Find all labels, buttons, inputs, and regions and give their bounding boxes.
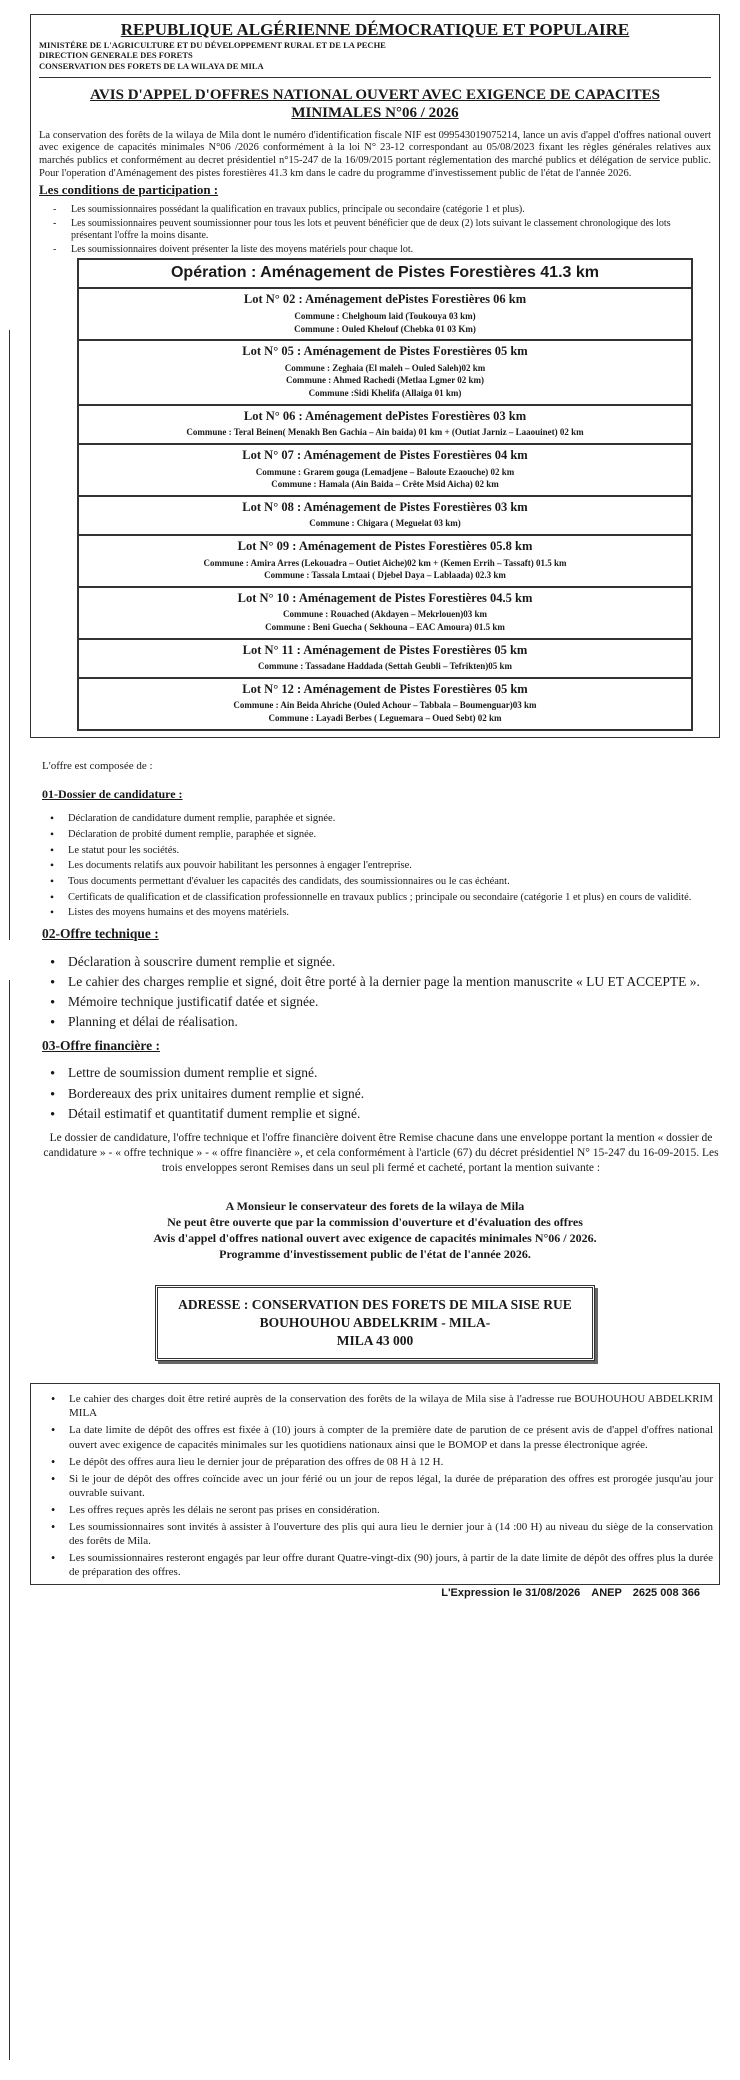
lot-row xyxy=(77,679,693,731)
final-conditions-list xyxy=(51,1392,713,1579)
list-item: • Lettre de soumission dument remplie et signé. xyxy=(50,1064,720,1082)
mention-line: Ne peut être ouverte que par la commission d'ouverture et d'évaluation des offres xyxy=(167,1215,583,1230)
publication-footer xyxy=(30,1587,720,1601)
envelope-mention xyxy=(30,1198,720,1263)
reference-number: 2625 008 366 xyxy=(632,1587,700,1600)
lot-title: Lot N° 05 : Aménagement de Pistes Forestières 05 km xyxy=(242,344,528,359)
lot-title: Lot N° 11 : Aménagement de Pistes Forestières 05 km xyxy=(242,642,528,657)
mention-line: A Monsieur le conservateur des forets de la wilaya de Mila xyxy=(225,1198,525,1213)
republic-title: REPUBLIQUE ALGÉRIENNE DÉMOCRATIQUE ET POPULAIRE xyxy=(120,20,630,39)
offer-intro: L'offre est composée de : xyxy=(42,759,153,772)
list-item: • Mémoire technique justificatif datée et signée. xyxy=(50,993,720,1011)
direction-line: DIRECTION GENERALE DES FORETS xyxy=(39,50,193,61)
lot-row xyxy=(77,406,693,445)
commune-line: Commune : Ouled Khelouf (Chebka 01 03 Km) xyxy=(294,323,476,334)
commune-line: Commune : Tassadane Haddada (Settah Geubli – Tefrikten)05 km xyxy=(257,661,513,672)
commune-line: Commune : Amira Arres (Lekouadra – Outiet Aiche)02 km + (Kemen Errih – Tassaft) 01.5 km xyxy=(203,557,567,568)
list-item: • Bordereaux des prix unitaires dument remplie et signé. xyxy=(50,1085,720,1103)
address-line: BOUHOUHOU ABDELKRIM - MILA- xyxy=(259,1314,491,1330)
list-item: • Certificats de qualification et de classification professionnelle en travaux publics ; principale ou secondaire (catégorie 1 et plus) en cours de validité. xyxy=(50,891,720,905)
technique-title: 02-Offre technique : xyxy=(42,925,159,941)
list-item: • Tous documents permettant d'évaluer les capacités des candidats, des soumissionnaires ou le cas échéant. xyxy=(50,875,720,889)
lot-row xyxy=(77,289,693,341)
operation-title: Opération : Aménagement de Pistes Forestières 41.3 km xyxy=(77,258,693,289)
divider xyxy=(39,77,711,78)
commune-line: Commune : Layadi Berbes ( Leguemara – Oued Sebt) 02 km xyxy=(268,712,502,723)
envelope-paragraph: Le dossier de candidature, l'offre technique et l'offre financière doivent être Remise chacune dans une enveloppe portant la mention « dossier de candidature » - « offre technique » - « offre financière », et cela conformément à l'article (67) du décret présidentiel N° 15-247 du 16-09-2015. Les trois enveloppes seront Remises dans un seul pli fermé et cacheté, portant la mention suivante : xyxy=(43,1132,719,1174)
list-item: - Les soumissionnaires peuvent soumissionner pour tous les lots et peuvent bénéficier que de deux (2) lots suivant le classement chronologique des lots présentant l'offre la moins disante. xyxy=(53,218,711,243)
list-item: • Le statut pour les sociétés. xyxy=(50,844,720,858)
list-item: • Planning et délai de réalisation. xyxy=(50,1013,720,1031)
publication-date: L'Expression le 31/08/2026 xyxy=(441,1587,581,1600)
lot-title: Lot N° 09 : Aménagement de Pistes Forestières 05.8 km xyxy=(237,538,533,553)
commune-line: Commune : Ain Beida Ahriche (Ouled Achour – Tabbala – Boumenguar)03 km xyxy=(233,700,537,711)
list-item: • La date limite de dépôt des offres est fixée à (10) jours à compter de la première date de parution de ce présent avis de d'appel d'offres national ouvert avec exigence de capacités minimales sur les quotidiens nationaux ainsi que le BOMOP et dans la presse électronique agrée. xyxy=(51,1423,713,1451)
list-item: • Les soumissionnaires sont invités à assister à l'ouverture des plis qui aura lieu le dernier jour à (14 :00 H) au niveau du siège de la conservation des forêts de Mila. xyxy=(51,1520,713,1548)
conditions-frame xyxy=(30,1383,720,1585)
commune-line: Commune : Zeghaia (El maleh – Ouled Saleh)02 km xyxy=(284,362,486,373)
conservation-line: CONSERVATION DES FORETS DE LA WILAYA DE MILA xyxy=(39,60,264,71)
lot-title: Lot N° 06 : Aménagement dePistes Forestières 03 km xyxy=(243,408,527,423)
lot-row xyxy=(77,445,693,497)
announcement-page xyxy=(30,14,720,1601)
ministry-block xyxy=(39,40,711,71)
lot-row xyxy=(77,497,693,536)
conditions-list xyxy=(53,204,711,256)
list-item: • Le cahier des charges remplie et signé, doit être porté à la dernier page la mention manuscrite « LU ET ACCEPTE ». xyxy=(50,973,720,991)
page-edge-mark xyxy=(0,980,10,2060)
announcement-frame xyxy=(30,14,720,738)
offer-composition xyxy=(42,760,720,1176)
commune-line: Commune : Grarem gouga (Lemadjene – Baloute Ezaouche) 02 km xyxy=(255,466,515,477)
intro-paragraph: La conservation des forêts de la wilaya de Mila dont le numéro d'identification fiscale NIF est 099543019075214, lance un avis d'appel d'offres national ouvert avec exigence de capacités minimales N°06 /2026 conformément à la loi N° 23-12 correspondant au 05/08/2023 fixant les règles générales relatives aux marchés publics et conformément au decret présidentiel n°15-247 de la 16/09/2015 portant réglementation des marché publics et délégation de service public. Pour l'operation d'Aménagement des pistes forestières 41.3 km dans le cadre du programme d'investissement public de l'état de l'année 2026. xyxy=(39,129,711,179)
address-box xyxy=(155,1285,595,1362)
lot-title: Lot N° 07 : Aménagement de Pistes Forestières 04 km xyxy=(242,447,528,462)
lot-title: Lot N° 02 : Aménagement dePistes Forestières 06 km xyxy=(243,292,527,307)
list-item: • Le dépôt des offres aura lieu le dernier jour de préparation des offres de 08 H à 12 H. xyxy=(51,1455,713,1469)
lot-title: Lot N° 10 : Aménagement de Pistes Forestières 04.5 km xyxy=(237,590,533,605)
address-line: ADRESSE : CONSERVATION DES FORETS DE MILA SISE RUE xyxy=(178,1296,572,1312)
list-item: • Déclaration de probité dument remplie, paraphée et signée. xyxy=(50,828,720,842)
commune-line: Commune : Chigara ( Meguelat 03 km) xyxy=(309,518,461,529)
commune-line: Commune : Tassala Lmtaai ( Djebel Daya – Lablaada) 02.3 km xyxy=(264,570,506,581)
mention-line: Avis d'appel d'offres national ouvert avec exigence de capacités minimales N°06 / 2026. xyxy=(153,1231,597,1246)
list-item: - Les soumissionnaires possédant la qualification en travaux publics, principale ou secondaire (catégorie 1 et plus). xyxy=(53,204,711,217)
lot-row xyxy=(77,588,693,640)
list-item: • Si le jour de dépôt des offres coïncide avec un jour férié ou un jour de repos légal, la durée de préparation des offres est prorogée jusqu'au jour ouvrable suivant. xyxy=(51,1472,713,1500)
dossier-list xyxy=(50,812,720,919)
commune-line: Commune : Rouached (Akdayen – Mekrlouen)03 km xyxy=(282,609,487,620)
list-item: • Déclaration de candidature dument remplie, paraphée et signée. xyxy=(50,812,720,826)
conditions-title: Les conditions de participation : xyxy=(39,182,219,198)
list-item: • Les offres reçues après les délais ne seront pas prises en considération. xyxy=(51,1503,713,1517)
commune-line: Commune : Ahmed Rachedi (Metlaa Lgmer 02 km) xyxy=(285,375,485,386)
lot-row xyxy=(77,640,693,679)
commune-line: Commune : Teral Beinen( Menakh Ben Gachia – Ain baida) 01 km + (Outiat Jarniz – Laaouinet) 02 km xyxy=(186,427,584,438)
ministry-line: MINISTÉRE DE L'AGRICULTURE ET DU DÉVELOPPEMENT RURAL ET DE LA PECHE xyxy=(39,40,386,51)
dossier-title: 01-Dossier de candidature : xyxy=(42,787,183,802)
lot-title: Lot N° 12 : Aménagement de Pistes Forestières 05 km xyxy=(242,681,528,696)
mention-line: Programme d'investissement public de l'état de l'année 2026. xyxy=(219,1247,531,1262)
financiere-title: 03-Offre financière : xyxy=(42,1037,160,1053)
page-edge-mark xyxy=(0,330,10,940)
address-line: MILA 43 000 xyxy=(336,1333,414,1349)
financiere-list xyxy=(50,1064,720,1123)
list-item: • Déclaration à souscrire dument remplie et signée. xyxy=(50,953,720,971)
avis-title xyxy=(39,86,711,122)
agency-name: ANEP xyxy=(591,1587,622,1600)
lot-row xyxy=(77,341,693,405)
lot-row xyxy=(77,536,693,588)
list-item: • Détail estimatif et quantitatif dument remplie et signé. xyxy=(50,1105,720,1123)
list-item: • Les documents relatifs aux pouvoir habilitant les personnes à engager l'entreprise. xyxy=(50,859,720,873)
avis-title-line: AVIS D'APPEL D'OFFRES NATIONAL OUVERT AVEC EXIGENCE DE CAPACITES xyxy=(90,86,660,103)
commune-line: Commune : Beni Guecha ( Sekhouna – EAC Amoura) 01.5 km xyxy=(265,621,505,632)
commune-line: Commune : Chelghoum laid (Toukouya 03 km) xyxy=(294,311,476,322)
list-item: - Les soumissionnaires doivent présenter la liste des moyens matériels pour chaque lot. xyxy=(53,244,711,257)
technique-list xyxy=(50,953,720,1032)
commune-line: Commune :Sidi Khelifa (Allaiga 01 km) xyxy=(308,388,462,399)
avis-title-line: MINIMALES N°06 / 2026 xyxy=(291,104,459,121)
list-item: • Les soumissionnaires resteront engagés par leur offre durant Quatre-vingt-dix (90) jours, à partir de la date limite de dépôt des offres plus la durée de préparation des offres. xyxy=(51,1551,713,1579)
list-item: • Le cahier des charges doit être retiré auprès de la conservation des forêts de la wilaya de Mila sise à l'adresse rue BOUHOUHOU ABDELKRIM MILA xyxy=(51,1392,713,1420)
list-item: • Listes des moyens humains et des moyens matériels. xyxy=(50,906,720,920)
commune-line: Commune : Hamala (Ain Baida – Crête Msid Aicha) 02 km xyxy=(271,479,499,490)
lot-title: Lot N° 08 : Aménagement de Pistes Forestières 03 km xyxy=(242,499,528,514)
operation-table xyxy=(77,258,693,730)
